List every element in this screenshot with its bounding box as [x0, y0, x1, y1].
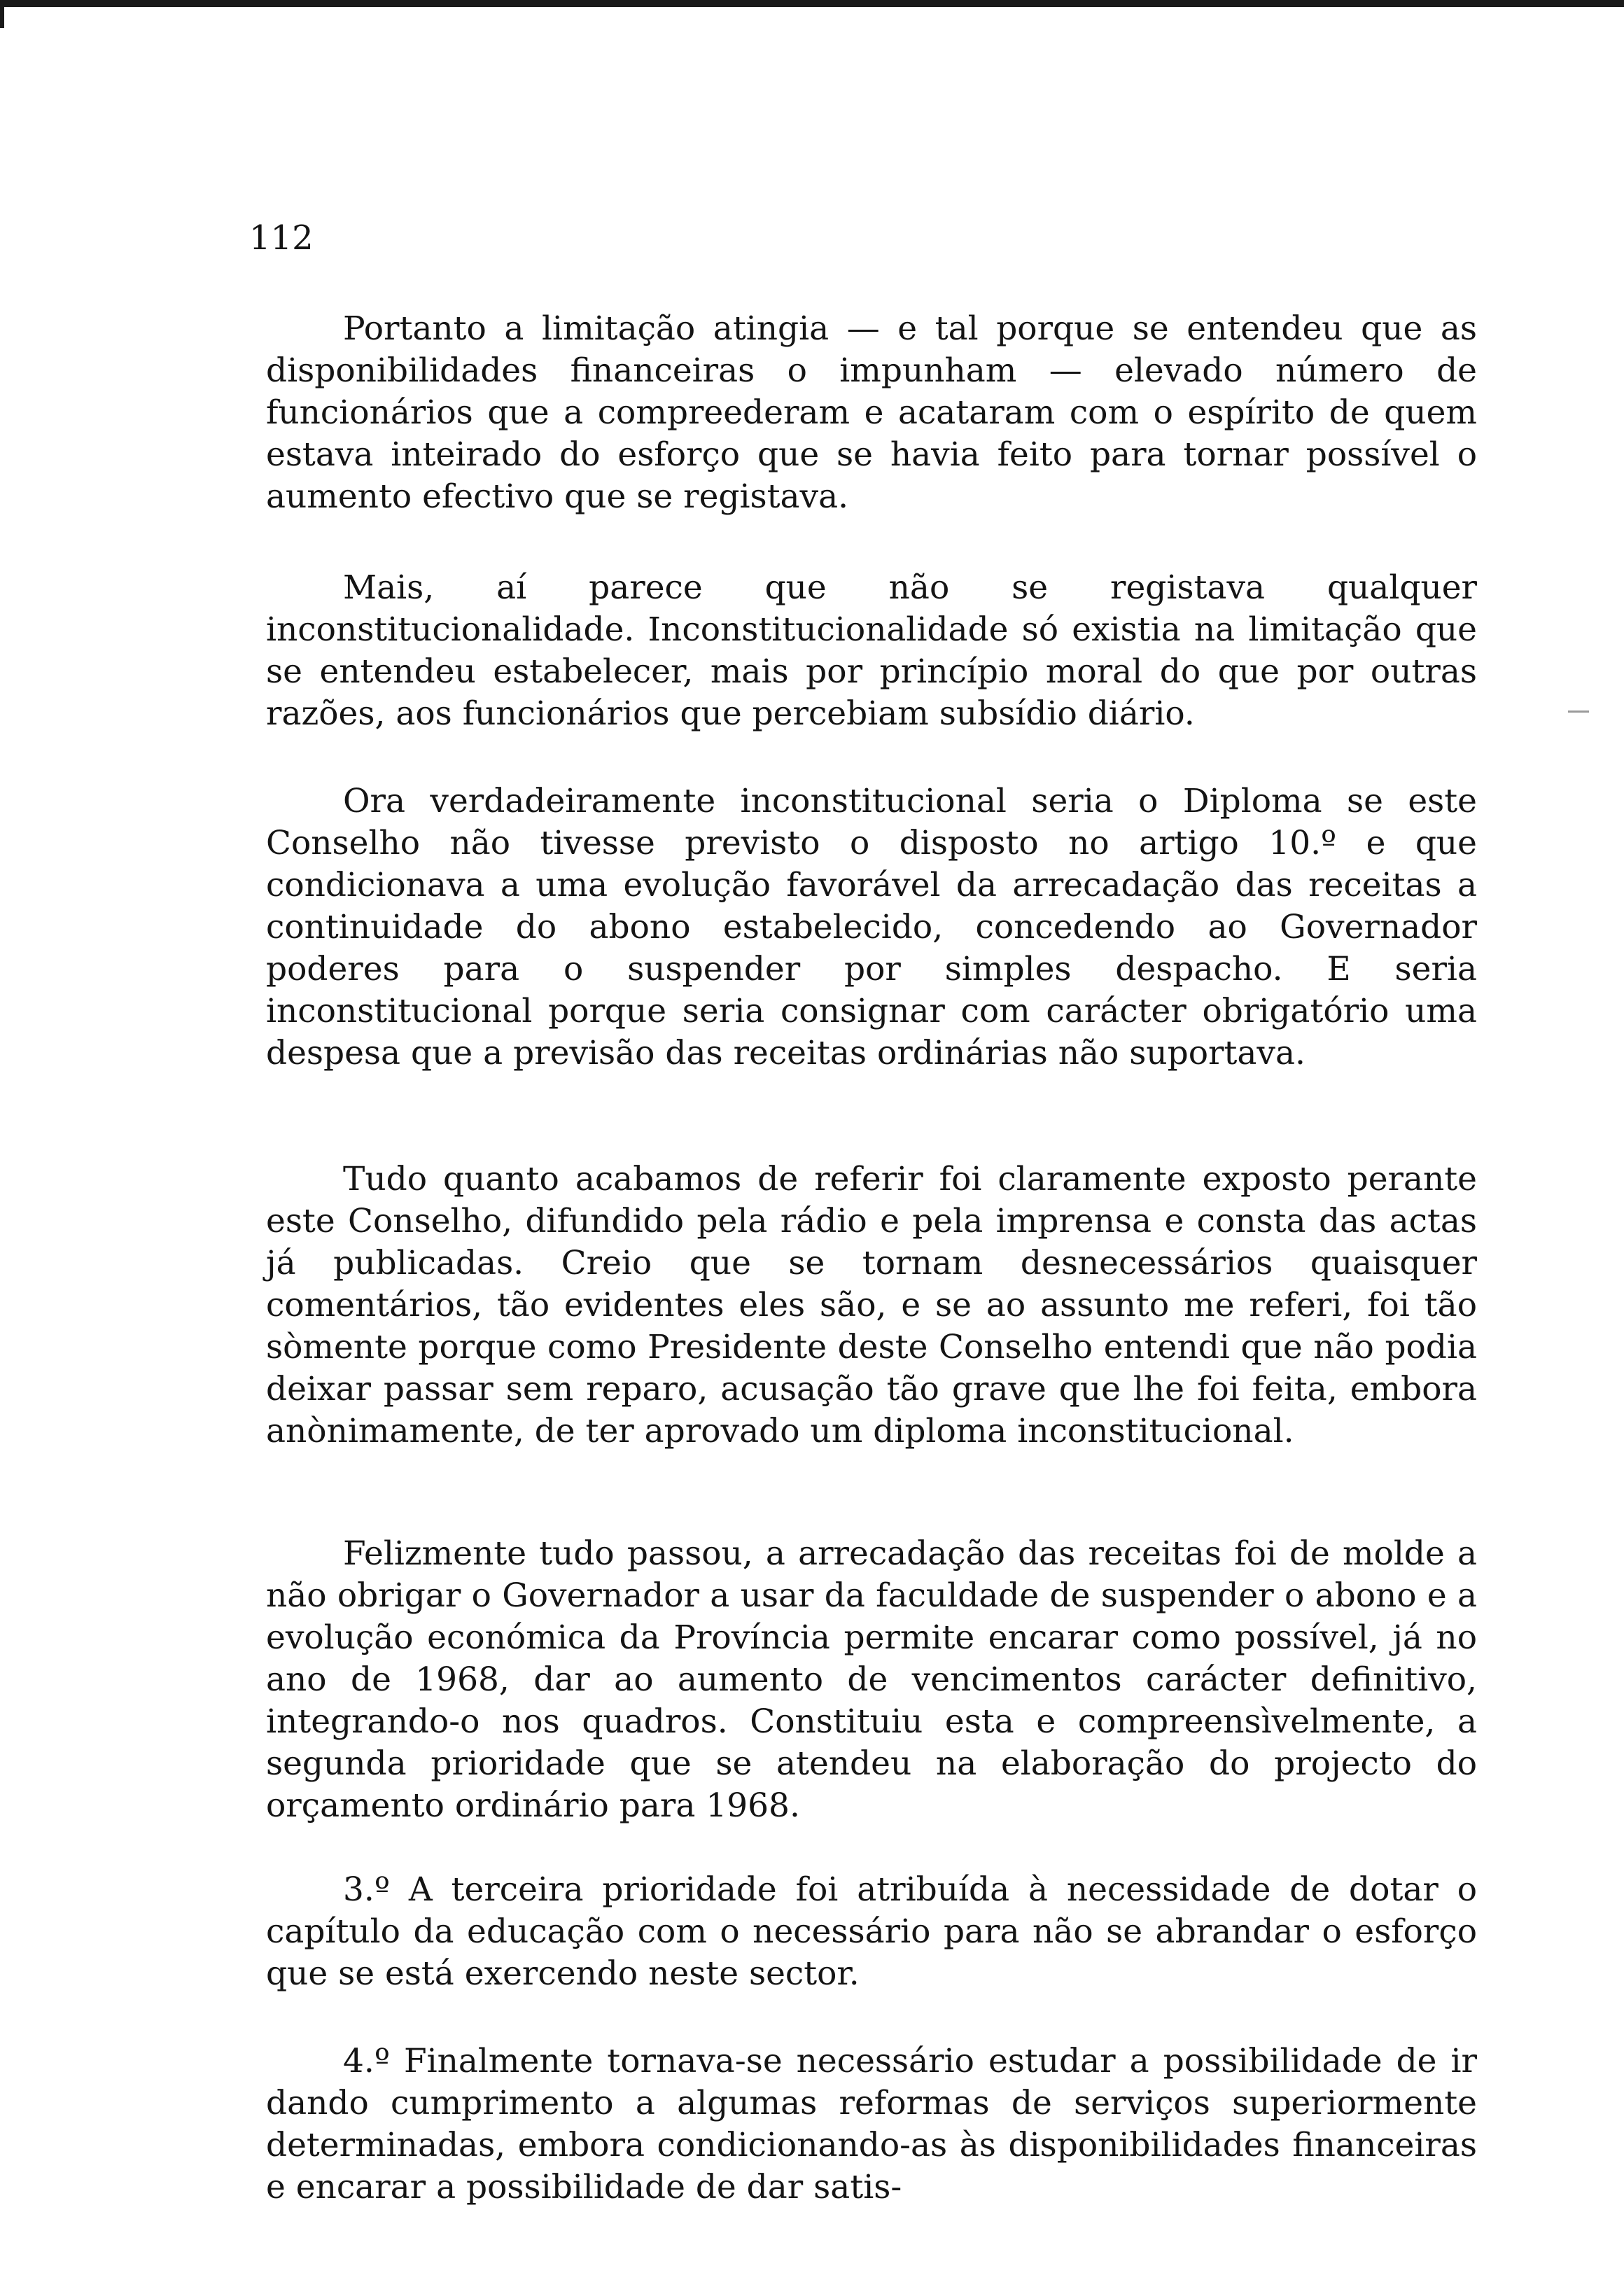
- paragraph-text: Ora verdadeiramente inconstitucional seria o Diploma se este Conselho não tivesse previsto o disposto no artigo 10.º e que condicionava a uma evolução favorável da arrecadação das receitas a continuidade do abono estabelecido, concedendo ao Governador poderes para o suspender por simples despacho. E seria inconstitucional porque seria consignar com carácter obrigatório uma despesa que a previsão das receitas ordinárias não suportava.: [266, 782, 1477, 1072]
- paragraph-limitacao: [266, 308, 1477, 518]
- left-edge-mark: [0, 0, 4, 28]
- scan-mark: [1568, 710, 1589, 713]
- paragraph-quarta-prioridade: [266, 2040, 1477, 2208]
- paragraph-text: 4.º Finalmente tornava-se necessário estudar a possibilidade de ir dando cumprimento a algumas reformas de serviços superiormente determinadas, embora condicionando-as às disponibilidades financeiras e encarar a possibilidade de dar satis-: [266, 2042, 1477, 2206]
- paragraph-text: Felizmente tudo passou, a arrecadação das receitas foi de molde a não obrigar o Governador a usar da faculdade de suspender o abono e a evolução económica da Província permite encarar como possível, já no ano de 1968, dar ao aumento de vencimentos carácter definitivo, integrando-o nos quadros. Constituiu esta e compreensìvelmente, a segunda prioridade que se atendeu na elaboração do projecto do orçamento ordinário para 1968.: [266, 1534, 1477, 1825]
- paragraph-text: Portanto a limitação atingia — e tal porque se entendeu que as disponibilidades financeiras o impunham — elevado número de funcionários que a compreederam e acataram com o espírito de quem estava inteirado do esforço que se havia feito para tornar possível o aumento efectivo que se registava.: [266, 309, 1477, 516]
- page-number: 112: [249, 218, 314, 258]
- paragraph-terceira-prioridade: [266, 1869, 1477, 1995]
- paragraph-text: Mais, aí parece que não se registava qualquer inconstitucionalidade. Inconstitucionalidade só existia na limitação que se entendeu estabelecer, mais por princípio moral do que por outras razões, aos funcionários que percebiam subsídio diário.: [266, 568, 1477, 733]
- paragraph-diploma: [266, 780, 1477, 1074]
- paragraph-arrecadacao: [266, 1533, 1477, 1827]
- paragraph-inconstitucionalidade: [266, 567, 1477, 735]
- top-border-rule: [0, 0, 1624, 7]
- paragraph-text: Tudo quanto acabamos de referir foi claramente exposto perante este Conselho, difundido pela rádio e pela imprensa e consta das actas já publicadas. Creio que se tornam desnecessários quaisquer comentários, tão evidentes eles são, e se ao assunto me referi, foi tão sòmente porque como Presidente deste Conselho entendi que não podia deixar passar sem reparo, acusação tão grave que lhe foi feita, embora anònimamente, de ter aprovado um diploma inconstitucional.: [266, 1160, 1477, 1450]
- paragraph-text: 3.º A terceira prioridade foi atribuída à necessidade de dotar o capítulo da educação com o necessário para não se abrandar o esforço que se está exercendo neste sector.: [266, 1870, 1477, 1993]
- paragraph-conselho: [266, 1158, 1477, 1452]
